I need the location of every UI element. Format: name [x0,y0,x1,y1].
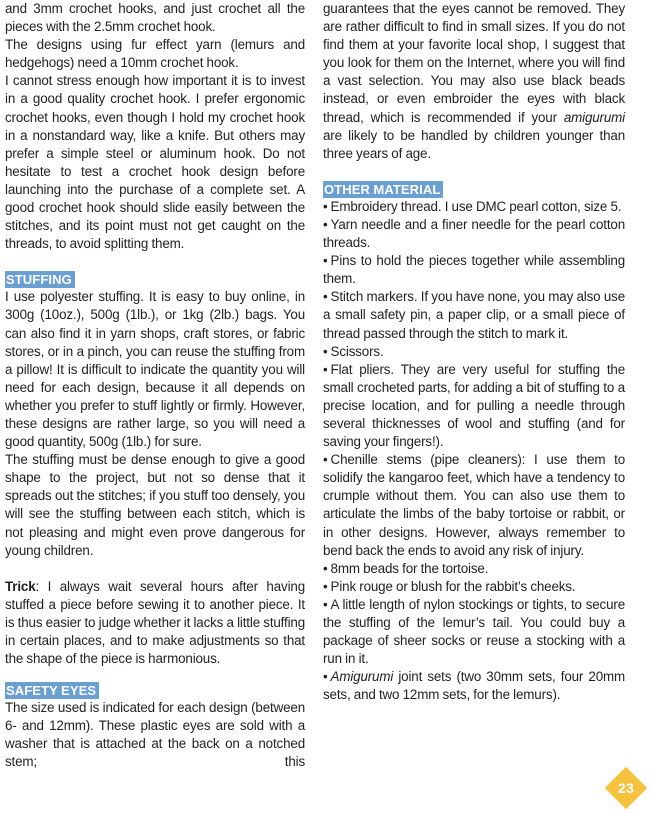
list-item: • Scissors. [323,343,384,359]
list-item: • Pink rouge or blush for the rabbit’s cheeks. [323,578,576,594]
other-material-heading: OTHER MATERIAL [323,181,443,198]
left-column [5,0,305,772]
intro-paragraph-fur-yarn: The designs using fur effect yarn (lemurs and hedgehogs) need a 10mm crochet hook. [5,37,305,71]
safety-eyes-section [5,682,305,771]
bullet-icon: • [323,452,328,468]
list-item: • Flat pliers. They are very useful for stuffing the small crocheted parts, for adding a bit of stuffing to a precise location, and for pulling a needle through several thicknesses of wool and stuffing (and for saving your fingers!). [323,361,625,450]
safety-eyes-text-a: guarantees that the eyes cannot be removed. They are rather difficult to find in small sizes. If you do not find them at your favorite local shop, I suggest that you look for them on the Internet, where you will find a vast selection. You may also use black beads instead, or even embroider the eyes with black thread, which is recommended if your [323,1,625,125]
bullet-icon: • [323,578,328,594]
bullet-icon: • [323,198,328,214]
bullet-icon: • [323,669,328,685]
list-item: • A little length of nylon stockings or tights, to secure the stuffing of the lemur’s tail. You could buy a package of sheer socks or reuse a stocking with a run in it. [323,596,625,667]
page-number: 23 [618,780,634,796]
list-item: • Embroidery thread. I use DMC pearl cotton, size 5. [323,198,622,214]
stuffing-paragraph-density: The stuffing must be dense enough to give a good shape to the project, but not so dense that it spreads out the stitches; if you stuff too densely, you will see the stuffing between each stitch, which is not pleasing and might even prove dangerous for young children. [5,452,305,558]
amigurumi-term: amigurumi [563,109,625,125]
page-number-badge [605,767,647,809]
right-column [323,0,625,704]
intro-paragraph-hook-quality: I cannot stress enough how important it is to invest in a good quality crochet hook. I prefer ergonomic crochet hooks, even though I hold my crochet hook in a nonstandard way, like a knife. But others may prefer a simple steel or aluminum hook. Do not hesitate to test a crochet hook design before launching into the purchase of a complete set. A good crochet hook should slide easily between the stitches, and its point must not get caught on the threads, to avoid splitting them. [5,73,305,252]
bullet-icon: • [323,289,328,305]
bullet-icon: • [323,560,328,576]
safety-eyes-heading: SAFETY EYES [5,682,99,699]
stuffing-heading: STUFFING [5,271,75,288]
material-list [323,198,625,705]
bullet-icon: • [323,343,328,359]
list-item: • Pins to hold the pieces together while assembling them. [323,253,625,287]
list-item: • Yarn needle and a finer needle for the pearl cotton threads. [323,216,625,251]
safety-eyes-text-b: are likely to be handled by children younger than three years of age. [323,127,625,161]
trick-text: : I always wait several hours after having stuffed a piece before sewing it to another piece. It is thus easier to judge whether it lacks a little stuffing in certain places, and to make adjustments so that the shape of the piece is harmonious. [5,578,305,667]
safety-eyes-paragraph-start: The size used is indicated for each design (between 6- and 12mm). These plastic eyes are sold with a washer that is attached at the back on a notched stem; this [5,700,305,770]
stuffing-paragraph-buying: I use polyester stuffing. It is easy to buy online, in 300g (10oz.), 500g (1lb.), or 1kg (2lb.) bags. You can also find it in yarn shops, craft stores, or fabric stores, or in a pinch, you can reuse the stuffing from a pillow! It is difficult to indicate the quantity you will need for each design, because it all depends on whether you prefer to stuff lightly or firmly. However, these designs are rather large, so you will need a good quantity, 500g (1lb.) for sure. [5,289,305,450]
bullet-icon: • [323,216,328,232]
trick-label: Trick [5,578,36,594]
stuffing-section [5,271,305,668]
safety-eyes-paragraph-continued [323,0,625,163]
stuffing-trick-paragraph [5,578,305,668]
list-item: • Stitch markers. If you have none, you may also use a small safety pin, a paper clip, or a small piece of thread passed through the stitch to mark it. [323,289,625,341]
list-item: • 8mm beads for the tortoise. [323,560,489,576]
intro-paragraph-hook-sizes: and 3mm crochet hooks, and just crochet all the pieces with the 2.5mm crochet hook. [5,1,305,35]
bullet-icon: • [323,361,328,377]
list-item: • Amigurumi joint sets (two 30mm sets, four 20mm sets, and two 12mm sets, for the lemurs). [323,669,625,703]
other-material-section [323,181,625,705]
amigurumi-term: Amigurumi [330,669,394,685]
list-item: • Chenille stems (pipe cleaners): I use them to solidify the kangaroo feet, which have a tendency to crumple without them. You can also use them to articulate the limbs of the baby tortoise or rabbit, or in other designs. However, always remember to bend back the ends to avoid any risk of injury. [323,452,625,558]
bullet-icon: • [323,253,328,269]
bullet-icon: • [323,596,328,612]
